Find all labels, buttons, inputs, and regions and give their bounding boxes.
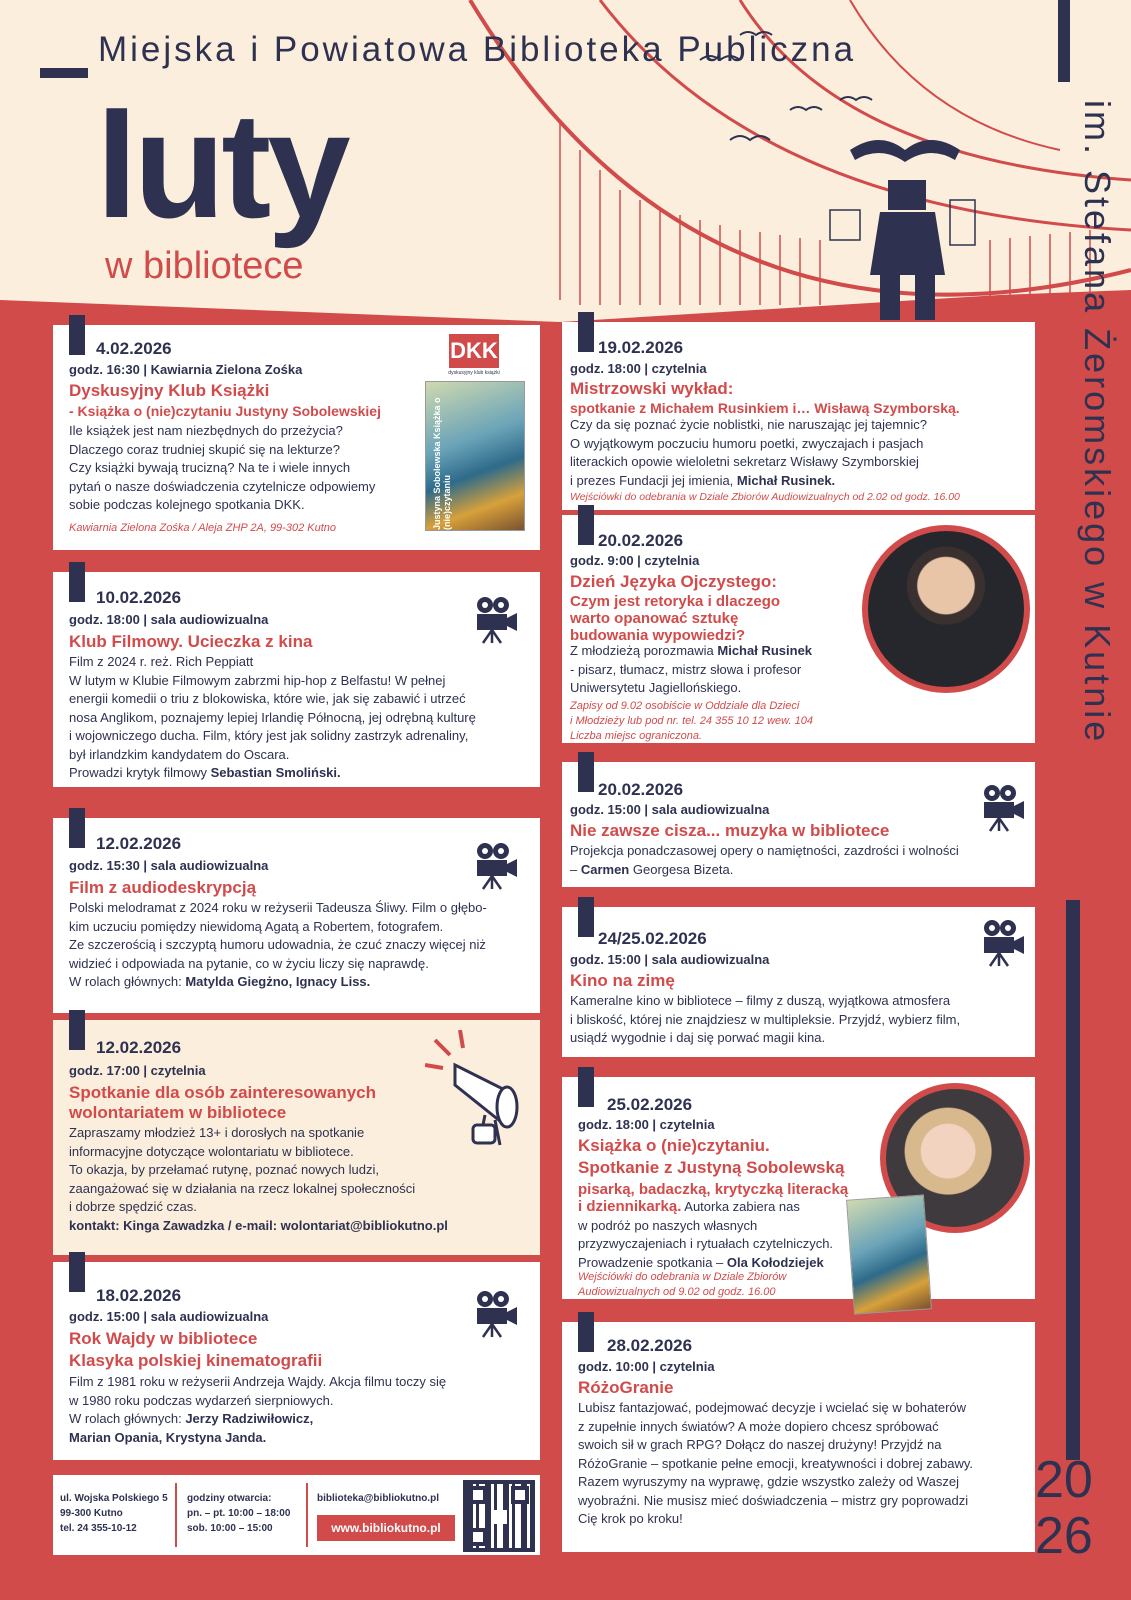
event-description: Z młodzieżą porozmawia Michał Rusinek - pisarz, tłumacz, mistrz słowa i profesor Uniwersytetu Jagiellońskiego. [570, 643, 813, 695]
card-accent-bar [578, 1067, 594, 1107]
event-description: Projekcja ponadczasowej opery o namiętności, zazdrości i wolności – Carmen Georgesa Bizeta. [570, 843, 959, 877]
event-date: 25.02.2026 [607, 1095, 693, 1114]
event-time-place: godz. 18:00 | czytelnia [578, 1117, 715, 1132]
event-title: RóżoGranie [578, 1378, 674, 1397]
film-camera-icon [473, 842, 519, 890]
event-date: 18.02.2026 [96, 1286, 182, 1305]
volunteer-contact: kontakt: Kinga Zawadzka / e-mail: wolontariat@bibliokutno.pl [69, 1218, 448, 1233]
event-title-line2: wolontariatem w bibliotece [69, 1103, 287, 1122]
event-title: Spotkanie dla osób zainteresowanych [69, 1083, 377, 1102]
card-accent-bar [69, 562, 85, 602]
event-time-place: godz. 17:00 | czytelnia [69, 1063, 206, 1078]
card-accent-bar [69, 808, 85, 848]
footer-address: ul. Wojska Polskiego 5 99-300 Kutno tel. 24 355-10-12 [60, 1493, 168, 1534]
card-accent-bar [578, 1312, 594, 1352]
event-subtitle: pisarką, badaczką, krytyczką literacką [578, 1181, 849, 1198]
footer-hours: godziny otwarcia: pn. – pt. 10:00 – 18:00 sob. 10:00 – 15:00 [187, 1493, 291, 1534]
event-subtitle: spotkanie z Michałem Rusinkiem i… Wisławą Szymborską. [570, 400, 960, 416]
event-date: 20.02.2026 [598, 531, 684, 550]
event-description: Czy da się poznać życie noblistki, nie naruszając jej tajemnic? O wyjątkowym poczuciu humoru poetki, zwyczajach i pasjach literackich opowie wieloletni sekretarz Wisławy Szymborskiej i prezes Fundacji jej imienia, Michał Rusinek. [570, 417, 927, 488]
event-time-place: godz. 18:00 | sala audiowizualna [69, 612, 269, 627]
right-accent-bar-bottom [1066, 900, 1080, 1460]
footer-email[interactable]: biblioteka@bibliokutno.pl [317, 1493, 439, 1504]
event-card-wajda [53, 1262, 540, 1460]
event-title: Dyskusyjny Klub Książki [69, 381, 270, 400]
event-title-line2: Spotkanie z Justyną Sobolewską [578, 1158, 845, 1177]
card-accent-bar [69, 1252, 85, 1292]
event-date: 12.02.2026 [96, 1038, 182, 1057]
event-description: Zapraszamy młodzież 13+ i dorosłych na spotkanie informacyjne dotyczące wolontariatu w bibliotece. To okazja, by przełamać rutynę, poznać nowych ludzi, zaangażować się w działania na rzecz lokalnej społeczności i dobrze spędzić czas. [69, 1125, 416, 1214]
film-camera-icon [473, 596, 519, 644]
event-title: Rok Wajdy w bibliotece [69, 1329, 258, 1348]
event-date: 28.02.2026 [607, 1336, 693, 1355]
event-description: Polski melodramat z 2024 roku w reżyserii Tadeusza Śliwy. Film o głębo- kim uczuciu pomiędzy niewidomą Agatą a Robertem, fotografem. Ze szczerością i szczyptą humoru udowadnia, że czuć znaczy więcej niż widzieć i odpowiada na pytanie, co w życiu liczy się naprawdę. W rolach głównych: Matylda Giegżno, Ignacy Liss. [69, 900, 487, 989]
patron-name: im. Stefana Żeromskiego w Kutnie [1077, 100, 1118, 745]
event-time-place: godz. 15:30 | sala audiowizualna [69, 858, 269, 873]
header-accent-bar [40, 68, 88, 78]
event-date: 24/25.02.2026 [598, 929, 707, 948]
event-description: Kameralne kino w bibliotece – filmy z duszą, wyjątkowa atmosfera i bliskość, której nie znajdziesz w multipleksie. Przyjdź, wybierz film, usiądź wygodnie i daj się porwać magii kina. [570, 993, 961, 1045]
event-title: Mistrzowski wykład: [570, 379, 734, 398]
event-ticket-note: Wejściówki do odebrania w Dziale Zbiorów Audiowizualnych od 9.02 od godz. 16.00 [578, 1271, 787, 1298]
dkk-logo-caption: dyskusyjny klub książki [448, 370, 500, 376]
year-bottom: 26 [1035, 1507, 1093, 1565]
footer-divider [306, 1483, 308, 1547]
event-ticket-note: Wejściówki do odebrania w Dziale Zbiorów Audiowizualnych od 2.02 od godz. 16.00 [570, 491, 960, 503]
event-time-place: godz. 15:00 | sala audiowizualna [570, 802, 770, 817]
year-top: 20 [1035, 1451, 1093, 1509]
event-title: Kino na zimę [570, 971, 675, 990]
website-link[interactable]: www.bibliokutno.pl [317, 1515, 455, 1541]
event-description: i dziennikarką. Autorka zabiera nas w podróż po naszych własnych przyzwyczajeniach i rytuałach czytelniczych. Prowadzenie spotkania – Ola Kołodziejek [578, 1198, 834, 1270]
event-card-dkk [53, 325, 540, 550]
event-card-mother-tongue-day [562, 515, 1035, 743]
event-card-rozogranie [562, 1322, 1035, 1552]
event-title: Książka o (nie)czytaniu. [578, 1136, 770, 1155]
event-card-carmen [562, 762, 1035, 887]
qr-code[interactable] [463, 1480, 535, 1552]
event-card-film-club [53, 572, 540, 787]
footer-divider [175, 1483, 177, 1547]
month-title: luty [96, 81, 347, 249]
megaphone-icon [425, 1030, 535, 1150]
event-title: Film z audiodeskrypcją [69, 878, 257, 897]
film-camera-icon [980, 784, 1026, 832]
month-subtitle: w bibliotece [105, 245, 304, 287]
event-time-place: godz. 15:00 | sala audiowizualna [69, 1309, 269, 1324]
card-accent-bar [578, 312, 594, 352]
event-description: Film z 1981 roku w reżyserii Andrzeja Wajdy. Akcja filmu toczy się w 1980 roku podczas wydarzeń sierpniowych. W rolach głównych: Jerzy Radziwiłowicz, Marian Opania, Krystyna Janda. [69, 1374, 447, 1445]
event-subtitle: - Książka o (nie)czytaniu Justyny Sobolewskiej [69, 403, 381, 419]
event-time-place: godz. 15:00 | sala audiowizualna [570, 952, 770, 967]
event-description: Film z 2024 r. reż. Rich Peppiatt W lutym w Klubie Filmowym zabrzmi hip-hop z Belfastu! W pełnej energii komedii o triu z blokowiska, które wie, jak się zabawić i utrzeć nosa Anglikom, poznajemy lepiej Irlandię Północną, jej odrębną kulturę i wojowniczego ducha. Film, który jest jak solidny zastrzyk adrenaliny, był irlandzkim kandydatem do Oscara. Prowadzi krytyk filmowy Sebastian Smoliński. [69, 654, 476, 780]
event-description: Lubisz fantazjować, podejmować decyzje i wcielać się w bohaterów z zupełnie innych światów? A może dopiero chcesz spróbować swoich sił w grach RPG? Dołącz do naszej drużyny! Przyjdź na RóżoGranie – spotkanie pełne emocji, kreatywności i dobrej zabawy. Razem wyruszymy na wyprawę, gdzie wszystko zależy od Waszej wyobraźni. Nie musisz mieć doświadczenia – mistrz gry poprowadzi Cię krok po kroku! [578, 1400, 974, 1526]
event-title: Dzień Języka Ojczystego: [570, 572, 777, 591]
speaker-photo [862, 525, 1030, 693]
footer [53, 1475, 540, 1555]
event-description: Ile książek jest nam niezbędnych do przeżycia? Dlaczego coraz trudniej skupić się na lekturze? Czy książki bywają trucizną? Na te i wiele innych pytań o nasze doświadczenia czytelnicze odpowiemy sobie podczas kolejnego spotkania DKK. [69, 423, 376, 512]
card-accent-bar [578, 505, 594, 545]
event-time-place: godz. 18:00 | czytelnia [570, 361, 707, 376]
event-time-place: godz. 16:30 | Kawiarnia Zielona Zośka [69, 362, 303, 377]
dkk-logo: DKK [449, 334, 499, 368]
event-date: 4.02.2026 [96, 339, 172, 358]
event-card-winter-cinema [562, 907, 1035, 1057]
event-card-audiodescription [53, 818, 540, 1013]
card-accent-bar [578, 752, 594, 792]
card-accent-bar [69, 1010, 85, 1050]
event-card-sobolewska [562, 1077, 1035, 1299]
event-venue-note: Kawiarnia Zielona Zośka / Aleja ZHP 2A, 99-302 Kutno [69, 522, 336, 534]
card-accent-bar [578, 897, 594, 937]
event-date: 12.02.2026 [96, 834, 182, 853]
event-subtitle: Czym jest retoryka i dlaczego warto opanować sztukę budowania wypowiedzi? [570, 593, 781, 644]
year [1035, 1452, 1093, 1564]
event-card-rusinek-lecture [562, 322, 1035, 510]
book-cover-image [846, 1194, 932, 1314]
library-name: Miejska i Powiatowa Biblioteka Publiczna [98, 30, 857, 69]
event-time-place: godz. 9:00 | czytelnia [570, 553, 700, 568]
event-title: Nie zawsze cisza... muzyka w bibliotece [570, 821, 890, 840]
event-registration-note: Zapisy od 9.02 osobiście w Oddziale dla Dzieci i Młodzieży lub pod nr. tel. 24 355 10 12 wew. 104 Liczba miejsc ograniczona. [570, 700, 813, 742]
event-date: 20.02.2026 [598, 780, 684, 799]
right-accent-bar-top [1058, 0, 1070, 82]
event-date: 10.02.2026 [96, 588, 182, 607]
book-cover-image: Justyna Sobolewska Książka o (nie)czytaniu [425, 381, 525, 531]
event-time-place: godz. 10:00 | czytelnia [578, 1359, 715, 1374]
event-title-line2: Klasyka polskiej kinematografii [69, 1351, 323, 1370]
film-camera-icon [473, 1290, 519, 1338]
event-card-volunteering [53, 1020, 540, 1255]
card-accent-bar [69, 315, 85, 355]
film-camera-icon [980, 919, 1026, 967]
event-date: 19.02.2026 [598, 338, 684, 357]
event-title: Klub Filmowy. Ucieczka z kina [69, 632, 313, 651]
